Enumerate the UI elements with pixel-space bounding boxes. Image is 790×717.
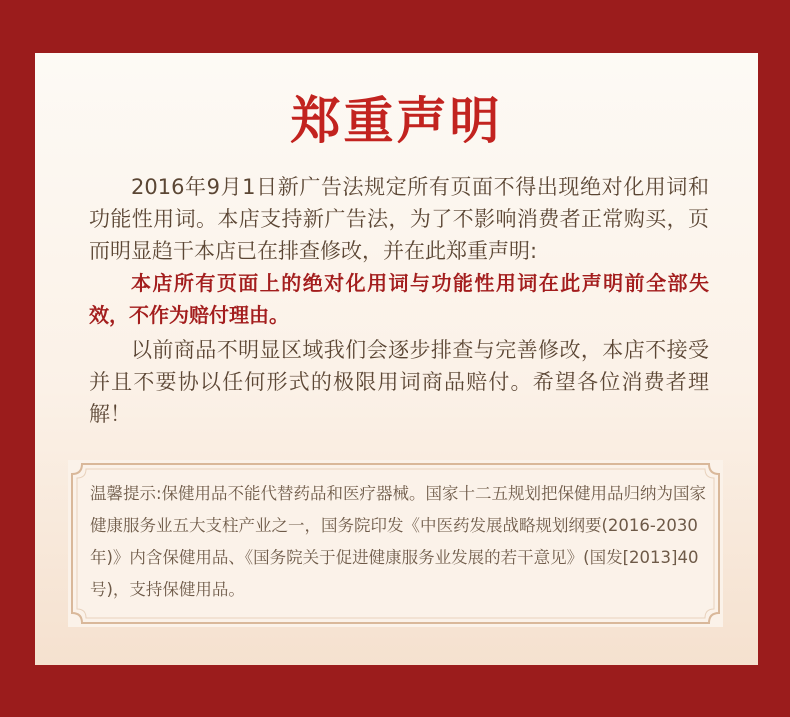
statement-paragraph-1: 2016年9月1日新广告法规定所有页面不得出现绝对化用词和功能性用词。本店支持新广告法，为了不影响消费者正常购买，页而明显趋干本店已在排查修改，并在此郑重声明: [89, 175, 709, 263]
notice-box [68, 460, 723, 627]
statement-paragraph-3: 以前商品不明显区域我们会逐步排查与完善修改，本店不接受并且不要协以任何形式的极限用词商品赔付。希望各位消费者理解！ [89, 338, 709, 426]
statement-highlight-paragraph: 本店所有页面上的绝对化用词与功能性用词在此声明前全部失效，不作为赔付理由。 [89, 271, 709, 327]
page-title: 郑重声明 [290, 91, 503, 150]
statement-card [35, 53, 758, 665]
notice-text: 温馨提示:保健用品不能代替药品和医疗器械。国家十二五规划把保健用品归纳为国家健康服务业五大支柱产业之一，国务院印发《中医药发展战略规划纲要(2016-2030年)》内含保健用品、《国务院关于促进健康服务业发展的若干意见》(国发[2013]40号)，支持保健用品。 [90, 484, 707, 599]
